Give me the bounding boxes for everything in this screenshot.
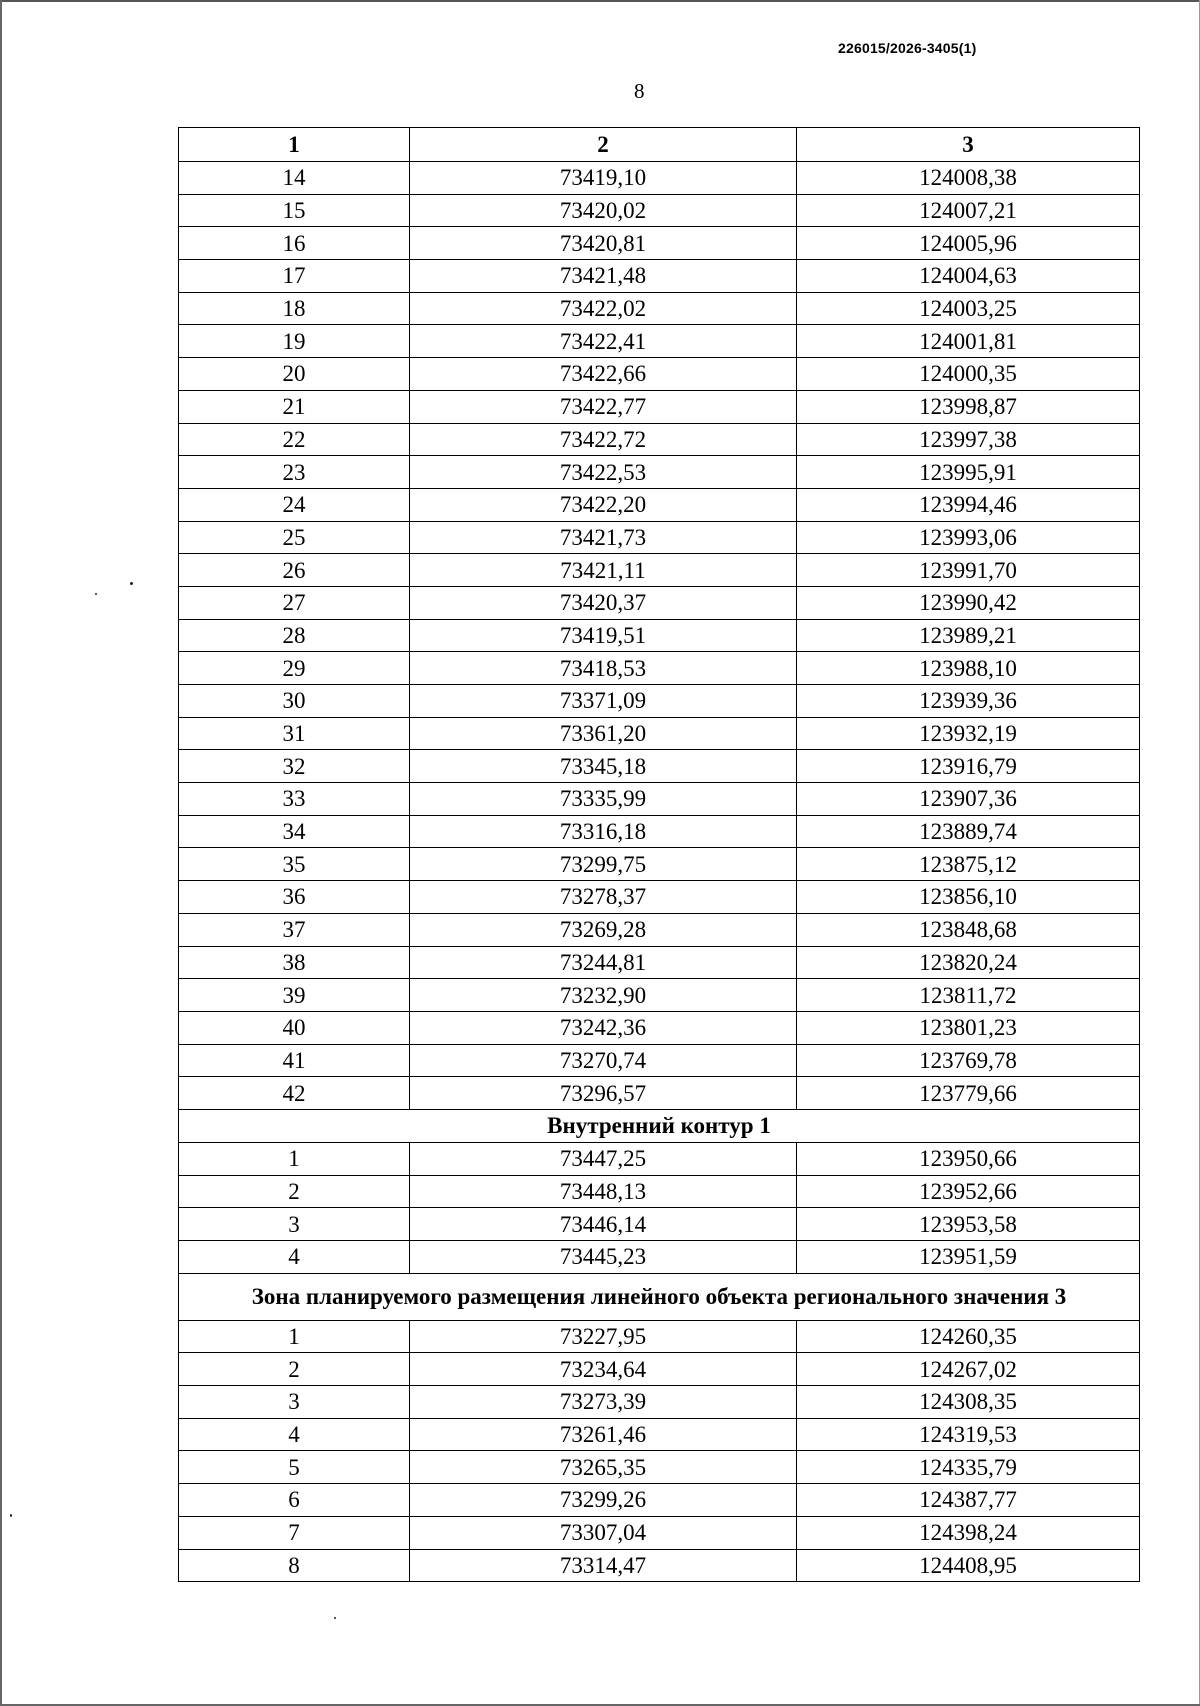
y-coordinate-cell: 123907,36 <box>797 783 1140 816</box>
table-row <box>179 913 1140 946</box>
x-coordinate-cell: 73361,20 <box>410 717 797 750</box>
y-coordinate-cell: 123811,72 <box>797 979 1140 1012</box>
point-number-cell: 15 <box>179 194 410 227</box>
y-coordinate-cell: 124408,95 <box>797 1549 1140 1582</box>
table-row <box>179 1175 1140 1208</box>
y-coordinate-cell: 124398,24 <box>797 1516 1140 1549</box>
point-number-cell: 27 <box>179 586 410 619</box>
point-number-cell: 37 <box>179 913 410 946</box>
table-row <box>179 815 1140 848</box>
y-coordinate-cell: 123991,70 <box>797 554 1140 587</box>
y-coordinate-cell: 123951,59 <box>797 1241 1140 1274</box>
table-row <box>179 423 1140 456</box>
point-number-cell: 6 <box>179 1484 410 1517</box>
table-row <box>179 717 1140 750</box>
y-coordinate-cell: 124260,35 <box>797 1320 1140 1353</box>
x-coordinate-cell: 73270,74 <box>410 1044 797 1077</box>
table-row <box>179 521 1140 554</box>
y-coordinate-cell: 123889,74 <box>797 815 1140 848</box>
y-coordinate-cell: 123950,66 <box>797 1142 1140 1175</box>
x-coordinate-cell: 73422,77 <box>410 390 797 423</box>
table-row <box>179 1418 1140 1451</box>
point-number-cell: 41 <box>179 1044 410 1077</box>
x-coordinate-cell: 73422,66 <box>410 358 797 391</box>
table-row <box>179 750 1140 783</box>
x-coordinate-cell: 73447,25 <box>410 1142 797 1175</box>
point-number-cell: 26 <box>179 554 410 587</box>
x-coordinate-cell: 73420,02 <box>410 194 797 227</box>
table-row <box>179 946 1140 979</box>
point-number-cell: 29 <box>179 652 410 685</box>
y-coordinate-cell: 124308,35 <box>797 1386 1140 1419</box>
point-number-cell: 1 <box>179 1142 410 1175</box>
table-row <box>179 1516 1140 1549</box>
table-row <box>179 456 1140 489</box>
x-coordinate-cell: 73273,39 <box>410 1386 797 1419</box>
x-coordinate-cell: 73299,75 <box>410 848 797 881</box>
table-row <box>179 1451 1140 1484</box>
y-coordinate-cell: 123953,58 <box>797 1208 1140 1241</box>
point-number-cell: 14 <box>179 162 410 195</box>
x-coordinate-cell: 73422,41 <box>410 325 797 358</box>
x-coordinate-cell: 73307,04 <box>410 1516 797 1549</box>
x-coordinate-cell: 73445,23 <box>410 1241 797 1274</box>
table-row <box>179 1011 1140 1044</box>
table-row <box>179 1077 1140 1110</box>
point-number-cell: 2 <box>179 1175 410 1208</box>
table-header-row <box>179 128 1140 162</box>
point-number-cell: 1 <box>179 1320 410 1353</box>
y-coordinate-cell: 123820,24 <box>797 946 1140 979</box>
x-coordinate-cell: 73314,47 <box>410 1549 797 1582</box>
column-header-1: 1 <box>179 128 410 162</box>
table-row <box>179 358 1140 391</box>
y-coordinate-cell: 123848,68 <box>797 913 1140 946</box>
column-header-2: 2 <box>410 128 797 162</box>
x-coordinate-cell: 73422,53 <box>410 456 797 489</box>
x-coordinate-cell: 73422,02 <box>410 292 797 325</box>
x-coordinate-cell: 73278,37 <box>410 881 797 914</box>
y-coordinate-cell: 123932,19 <box>797 717 1140 750</box>
point-number-cell: 33 <box>179 783 410 816</box>
table-row <box>179 260 1140 293</box>
table-row <box>179 619 1140 652</box>
y-coordinate-cell: 123997,38 <box>797 423 1140 456</box>
y-coordinate-cell: 124001,81 <box>797 325 1140 358</box>
table-row <box>179 162 1140 195</box>
point-number-cell: 21 <box>179 390 410 423</box>
x-coordinate-cell: 73269,28 <box>410 913 797 946</box>
table-row <box>179 979 1140 1012</box>
point-number-cell: 4 <box>179 1418 410 1451</box>
x-coordinate-cell: 73422,72 <box>410 423 797 456</box>
y-coordinate-cell: 123998,87 <box>797 390 1140 423</box>
point-number-cell: 36 <box>179 881 410 914</box>
scan-speck <box>10 1514 12 1517</box>
x-coordinate-cell: 73335,99 <box>410 783 797 816</box>
y-coordinate-cell: 124319,53 <box>797 1418 1140 1451</box>
point-number-cell: 38 <box>179 946 410 979</box>
point-number-cell: 16 <box>179 227 410 260</box>
table-row <box>179 1044 1140 1077</box>
x-coordinate-cell: 73244,81 <box>410 946 797 979</box>
table-row <box>179 783 1140 816</box>
point-number-cell: 18 <box>179 292 410 325</box>
point-number-cell: 25 <box>179 521 410 554</box>
table-row <box>179 1320 1140 1353</box>
y-coordinate-cell: 123779,66 <box>797 1077 1140 1110</box>
point-number-cell: 28 <box>179 619 410 652</box>
x-coordinate-cell: 73234,64 <box>410 1353 797 1386</box>
column-header-3: 3 <box>797 128 1140 162</box>
table-row <box>179 1549 1140 1582</box>
point-number-cell: 22 <box>179 423 410 456</box>
y-coordinate-cell: 123952,66 <box>797 1175 1140 1208</box>
x-coordinate-cell: 73421,11 <box>410 554 797 587</box>
point-number-cell: 3 <box>179 1386 410 1419</box>
y-coordinate-cell: 123916,79 <box>797 750 1140 783</box>
point-number-cell: 40 <box>179 1011 410 1044</box>
x-coordinate-cell: 73265,35 <box>410 1451 797 1484</box>
point-number-cell: 35 <box>179 848 410 881</box>
y-coordinate-cell: 123875,12 <box>797 848 1140 881</box>
table-row <box>179 488 1140 521</box>
y-coordinate-cell: 123939,36 <box>797 685 1140 718</box>
x-coordinate-cell: 73419,10 <box>410 162 797 195</box>
point-number-cell: 32 <box>179 750 410 783</box>
scan-border-left <box>0 0 2 1706</box>
x-coordinate-cell: 73296,57 <box>410 1077 797 1110</box>
x-coordinate-cell: 73418,53 <box>410 652 797 685</box>
point-number-cell: 2 <box>179 1353 410 1386</box>
table-row <box>179 1484 1140 1517</box>
point-number-cell: 31 <box>179 717 410 750</box>
table-row <box>179 390 1140 423</box>
table-row <box>179 1142 1140 1175</box>
y-coordinate-cell: 124003,25 <box>797 292 1140 325</box>
y-coordinate-cell: 123856,10 <box>797 881 1140 914</box>
x-coordinate-cell: 73232,90 <box>410 979 797 1012</box>
table-row <box>179 586 1140 619</box>
point-number-cell: 42 <box>179 1077 410 1110</box>
table-row <box>179 881 1140 914</box>
x-coordinate-cell: 73261,46 <box>410 1418 797 1451</box>
x-coordinate-cell: 73421,73 <box>410 521 797 554</box>
y-coordinate-cell: 123989,21 <box>797 619 1140 652</box>
y-coordinate-cell: 124267,02 <box>797 1353 1140 1386</box>
point-number-cell: 34 <box>179 815 410 848</box>
point-number-cell: 4 <box>179 1241 410 1274</box>
x-coordinate-cell: 73242,36 <box>410 1011 797 1044</box>
coordinates-table <box>178 127 1140 1582</box>
table-section-row <box>179 1273 1140 1320</box>
point-number-cell: 7 <box>179 1516 410 1549</box>
x-coordinate-cell: 73420,81 <box>410 227 797 260</box>
coordinates-table-body <box>179 128 1140 1582</box>
point-number-cell: 17 <box>179 260 410 293</box>
x-coordinate-cell: 73446,14 <box>410 1208 797 1241</box>
scan-border-top <box>0 0 1200 2</box>
x-coordinate-cell: 73422,20 <box>410 488 797 521</box>
y-coordinate-cell: 124005,96 <box>797 227 1140 260</box>
y-coordinate-cell: 124007,21 <box>797 194 1140 227</box>
point-number-cell: 23 <box>179 456 410 489</box>
table-row <box>179 325 1140 358</box>
y-coordinate-cell: 124387,77 <box>797 1484 1140 1517</box>
section-heading: Зона планируемого размещения линейного объекта регионального значения 3 <box>179 1273 1140 1320</box>
x-coordinate-cell: 73420,37 <box>410 586 797 619</box>
point-number-cell: 30 <box>179 685 410 718</box>
y-coordinate-cell: 123990,42 <box>797 586 1140 619</box>
document-registration-number: 226015/2026-3405(1) <box>838 40 977 56</box>
table-row <box>179 1353 1140 1386</box>
y-coordinate-cell: 123995,91 <box>797 456 1140 489</box>
x-coordinate-cell: 73419,51 <box>410 619 797 652</box>
point-number-cell: 39 <box>179 979 410 1012</box>
table-row <box>179 685 1140 718</box>
x-coordinate-cell: 73227,95 <box>410 1320 797 1353</box>
y-coordinate-cell: 124008,38 <box>797 162 1140 195</box>
table-row <box>179 292 1140 325</box>
x-coordinate-cell: 73448,13 <box>410 1175 797 1208</box>
page-number: 8 <box>634 79 645 103</box>
point-number-cell: 19 <box>179 325 410 358</box>
y-coordinate-cell: 124335,79 <box>797 1451 1140 1484</box>
x-coordinate-cell: 73316,18 <box>410 815 797 848</box>
y-coordinate-cell: 123801,23 <box>797 1011 1140 1044</box>
x-coordinate-cell: 73421,48 <box>410 260 797 293</box>
x-coordinate-cell: 73345,18 <box>410 750 797 783</box>
table-section-row <box>179 1109 1140 1142</box>
x-coordinate-cell: 73371,09 <box>410 685 797 718</box>
table-row <box>179 1386 1140 1419</box>
scan-speck <box>130 582 133 585</box>
y-coordinate-cell: 124004,63 <box>797 260 1140 293</box>
x-coordinate-cell: 73299,26 <box>410 1484 797 1517</box>
section-heading: Внутренний контур 1 <box>179 1109 1140 1142</box>
table-row <box>179 1241 1140 1274</box>
y-coordinate-cell: 123988,10 <box>797 652 1140 685</box>
point-number-cell: 3 <box>179 1208 410 1241</box>
table-row <box>179 194 1140 227</box>
table-row <box>179 1208 1140 1241</box>
point-number-cell: 5 <box>179 1451 410 1484</box>
y-coordinate-cell: 123993,06 <box>797 521 1140 554</box>
point-number-cell: 20 <box>179 358 410 391</box>
point-number-cell: 24 <box>179 488 410 521</box>
y-coordinate-cell: 124000,35 <box>797 358 1140 391</box>
table-row <box>179 848 1140 881</box>
table-row <box>179 227 1140 260</box>
scan-speck <box>95 593 97 595</box>
table-row <box>179 652 1140 685</box>
scan-speck <box>334 1617 336 1619</box>
point-number-cell: 8 <box>179 1549 410 1582</box>
y-coordinate-cell: 123769,78 <box>797 1044 1140 1077</box>
y-coordinate-cell: 123994,46 <box>797 488 1140 521</box>
table-row <box>179 554 1140 587</box>
